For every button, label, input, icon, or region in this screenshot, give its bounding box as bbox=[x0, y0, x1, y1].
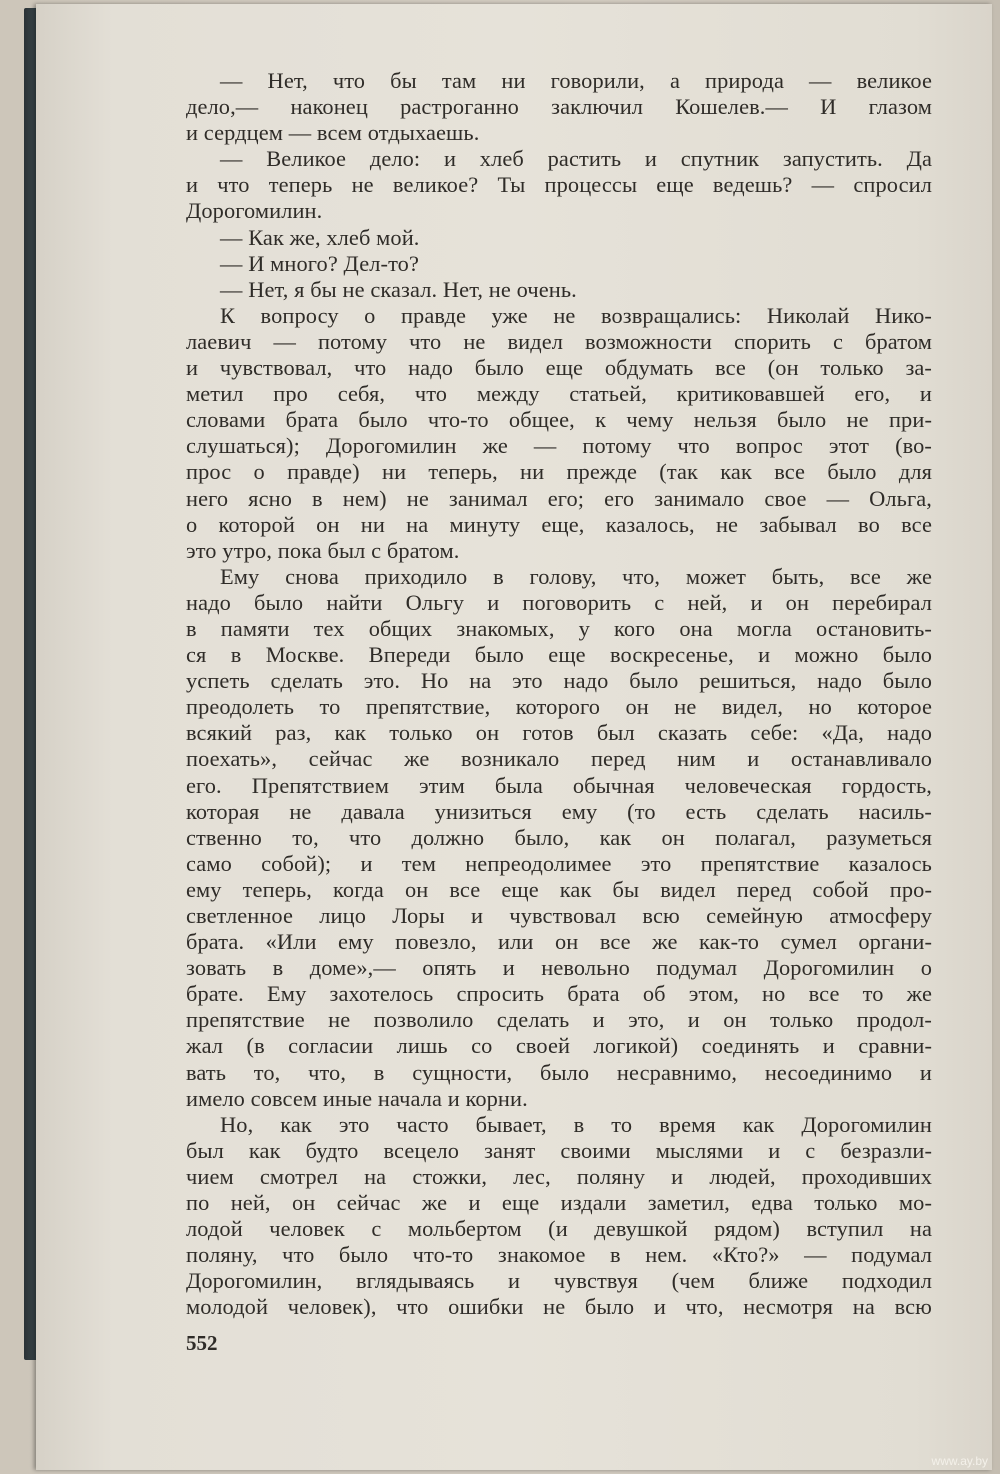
page-number: 552 bbox=[186, 1331, 218, 1355]
text-line: жал (в согласии лишь со своей логикой) соединять и сравни- bbox=[186, 1033, 932, 1059]
text-line: него ясно в нем) не занимал его; его занимало свое — Ольга, bbox=[186, 485, 932, 511]
text-line: само собой); и тем непреодолимее это препятствие казалось bbox=[186, 850, 932, 876]
text-line: успеть сделать это. Но на это надо было решиться, надо было bbox=[186, 668, 932, 694]
text-line: всякий раз, как только он готов был сказать себе: «Да, надо bbox=[186, 720, 932, 746]
text-line: в памяти тех общих знакомых, у кого она могла остановить- bbox=[186, 615, 932, 641]
text-line: — Как же, хлеб мой. bbox=[220, 224, 420, 250]
text-line: молодой человек), что ошибки не было и что, несмотря на всю bbox=[186, 1294, 932, 1320]
text-line: это утро, пока был с братом. bbox=[186, 537, 460, 563]
text-line: по ней, он сейчас же и еще издали заметил, едва только мо- bbox=[186, 1190, 932, 1216]
text-line: имело совсем иные начала и корни. bbox=[186, 1085, 528, 1111]
text-line: о которой он ни на минуту еще, казалось, не забывал во все bbox=[186, 511, 932, 537]
text-line: и чувствовал, что надо было еще обдумать все (он только за- bbox=[186, 355, 932, 381]
text-line: метил про себя, что между статьей, критиковавшей его, и bbox=[186, 381, 932, 407]
text-line: — Нет, что бы там ни говорили, а природа — великое bbox=[220, 68, 932, 93]
text-line: прос о правде) ни теперь, ни прежде (так как все было для bbox=[186, 459, 932, 485]
text-line: ся в Москве. Впереди было еще воскресенье, и можно было bbox=[186, 642, 932, 668]
text-line: К вопросу о правде уже не возвращались: Николай Нико- bbox=[220, 302, 932, 328]
text-line: и что теперь не великое? Ты процессы еще ведешь? — спросил bbox=[186, 172, 932, 198]
text-line: словами брата было что-то общее, к чему нельзя было не при- bbox=[186, 407, 932, 433]
body-text bbox=[186, 68, 932, 1321]
text-line: и сердцем — всем отдыхаешь. bbox=[186, 120, 480, 146]
text-line: лаевич — потому что не видел возможности спорить с братом bbox=[186, 328, 932, 354]
text-line: был как будто всецело занят своими мыслями и с безразли- bbox=[186, 1137, 932, 1163]
watermark: www.ay.by bbox=[931, 1454, 988, 1468]
text-line: Ему снова приходило в голову, что, может быть, все же bbox=[220, 563, 932, 589]
text-line: лодой человек с мольбертом (и девушкой рядом) вступил на bbox=[186, 1216, 932, 1242]
text-line: которая не давала унизиться ему (то есть сделать насиль- bbox=[186, 798, 932, 824]
text-line: ственно то, что должно было, как он полагал, разуметься bbox=[186, 824, 932, 850]
text-line: поляну, что было что-то знакомое в нем. «Кто?» — подумал bbox=[186, 1242, 932, 1268]
text-line: надо было найти Ольгу и поговорить с ней, и он перебирал bbox=[186, 589, 932, 615]
text-line: преодолеть то препятствие, которого он не видел, но которое bbox=[186, 694, 932, 720]
text-line: Дорогомилин, вглядываясь и чувствуя (чем ближе подходил bbox=[186, 1268, 932, 1294]
text-line: слушаться); Дорогомилин же — потому что вопрос этот (во- bbox=[186, 433, 932, 459]
text-line: его. Препятствием этим была обычная человеческая гордость, bbox=[186, 772, 932, 798]
text-line: — И много? Дел-то? bbox=[220, 250, 419, 276]
text-line: ему теперь, когда он все еще как бы видел перед собой про- bbox=[186, 876, 932, 902]
text-line: препятствие не позволило сделать и это, и он только продол- bbox=[186, 1007, 932, 1033]
book-page bbox=[36, 4, 992, 1470]
text-line: дело,— наконец растроганно заключил Кошелев.— И глазом bbox=[186, 94, 932, 120]
text-line: брата. «Или ему повезло, или он все же как-то сумел органи- bbox=[186, 929, 932, 955]
text-line: вать то, что, в сущности, было несравнимо, несоединимо и bbox=[186, 1059, 932, 1085]
text-line: — Великое дело: и хлеб растить и спутник запустить. Да bbox=[220, 146, 932, 172]
text-line: Дорогомилин. bbox=[186, 198, 323, 224]
text-line: светленное лицо Лоры и чувствовал всю семейную атмосферу bbox=[186, 903, 932, 928]
text-line: Но, как это часто бывает, в то время как Дорогомилин bbox=[220, 1111, 932, 1137]
text-line: брате. Ему захотелось спросить брата об этом, но все то же bbox=[186, 981, 932, 1007]
text-line: чием смотрел на стожки, лес, поляну и людей, проходивших bbox=[186, 1163, 932, 1189]
text-line: поехать», сейчас же возникало перед ним и останавливало bbox=[186, 746, 932, 772]
text-line: — Нет, я бы не сказал. Нет, не очень. bbox=[220, 276, 577, 302]
text-line: зовать в доме»,— опять и невольно подумал Дорогомилин о bbox=[186, 955, 932, 981]
